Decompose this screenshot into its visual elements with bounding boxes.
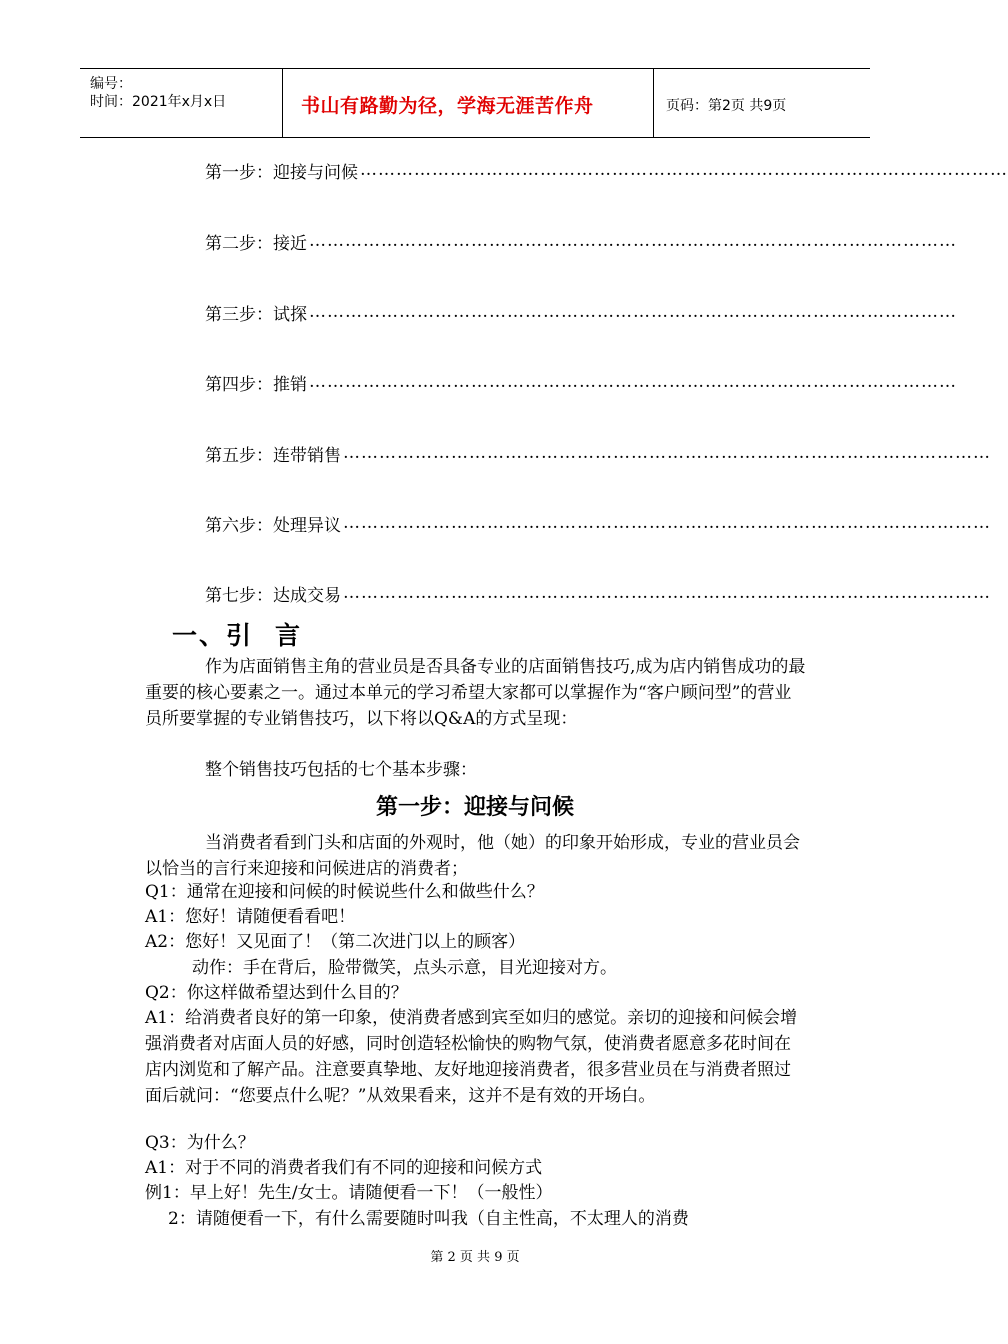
q3: Q3：为什么？ xyxy=(145,1133,255,1153)
q2-a1: A1：给消费者良好的第一印象，使消费者感到宾至如归的感觉。亲切的迎接和问候会增强消费者对店面人员的好感，同时创造轻松愉快的购物气氛，使消费者愿意多花时间在店内浏览和了解产品。注意要真挚地、友好地迎接消费者，很多营业员在与消费者照过面后就问：“您要点什么呢？”从效果看来，这并不是有效的开场白。 xyxy=(145,1008,798,1106)
header-motto-cell xyxy=(283,69,654,137)
q1-a1: A1：您好！请随便看看吧！ xyxy=(145,907,356,927)
toc-leader: ……………………………………………………………………………………………… xyxy=(343,513,991,533)
section-number: 一、 xyxy=(172,621,227,650)
q1: Q1：通常在迎接和问候的时候说些什么和做些什么？ xyxy=(145,882,544,902)
section-heading xyxy=(172,616,302,652)
toc-label: 第七步：达成交易 xyxy=(205,585,341,606)
toc-item-1[interactable] xyxy=(205,158,1008,183)
q2: Q2：你这样做希望达到什么目的？ xyxy=(145,983,408,1003)
section-title-a: 引 xyxy=(226,621,254,650)
example-1: 例1：早上好！先生/女士。请随便看一下！（一般性） xyxy=(145,1183,553,1203)
toc-leader: ……………………………………………………………………………………………… xyxy=(343,443,991,463)
code-label: 编号： xyxy=(90,76,132,92)
toc-item-6[interactable] xyxy=(205,511,991,536)
toc-leader: ……………………………………………………………………………………………… xyxy=(309,372,957,392)
toc-item-2[interactable] xyxy=(205,229,957,254)
example-2: 2：请随便看一下，有什么需要随时叫我（自主性高，不太理人的消费 xyxy=(168,1209,689,1229)
section-title-b: 言 xyxy=(275,621,303,650)
page-header xyxy=(80,68,870,138)
intro-paragraph: 作为店面销售主角的营业员是否具备专业的店面销售技巧,成为店内销售成功的最重要的核心要素之一。通过本单元的学习希望大家都可以掌握作为“客户顾问型”的营业员所要掌握的专业销售技巧，以下将以Q&A的方式呈现： xyxy=(145,657,806,729)
date-label: 时间：2021年x月x日 xyxy=(90,94,227,110)
motto: 书山有路勤为径，学海无涯苦作舟 xyxy=(301,95,594,117)
toc-label: 第二步：接近 xyxy=(205,233,307,254)
toc-item-7[interactable] xyxy=(205,581,991,606)
header-page-cell xyxy=(654,69,870,137)
step1-intro: 当消费者看到门头和店面的外观时，他（她）的印象开始形成，专业的营业员会以恰当的言行来迎接和问候进店的消费者； xyxy=(145,833,800,879)
q1-a2: A2：您好！又见面了！（第二次进门以上的顾客） xyxy=(145,932,526,952)
page-info: 页码：第2页 共9页 xyxy=(666,98,787,114)
page-footer: 第 2 页 共 9 页 xyxy=(430,1250,520,1265)
toc-leader: ……………………………………………………………………………………………… xyxy=(343,583,991,603)
toc-label: 第五步：连带销售 xyxy=(205,445,341,466)
toc-leader: ……………………………………………………………………………………………… xyxy=(309,231,957,251)
q3-a1: A1：对于不同的消费者我们有不同的迎接和问候方式 xyxy=(145,1158,543,1178)
toc-label: 第六步：处理异议 xyxy=(205,515,341,536)
toc-leader: ……………………………………………………………………………………………… xyxy=(360,160,1008,180)
step1-heading: 第一步：迎接与问候 xyxy=(375,795,574,820)
toc-label: 第三步：试探 xyxy=(205,304,307,325)
action-note: 动作：手在背后，脸带微笑，点头示意，目光迎接对方。 xyxy=(192,958,617,978)
toc-label: 第一步：迎接与问候 xyxy=(205,162,358,183)
toc-item-4[interactable] xyxy=(205,370,957,395)
toc-leader: ……………………………………………………………………………………………… xyxy=(309,302,957,322)
header-meta-cell xyxy=(80,69,283,137)
toc-label: 第四步：推销 xyxy=(205,374,307,395)
steps-intro: 整个销售技巧包括的七个基本步骤： xyxy=(205,760,477,780)
toc-item-3[interactable] xyxy=(205,300,957,325)
toc-item-5[interactable] xyxy=(205,441,991,466)
